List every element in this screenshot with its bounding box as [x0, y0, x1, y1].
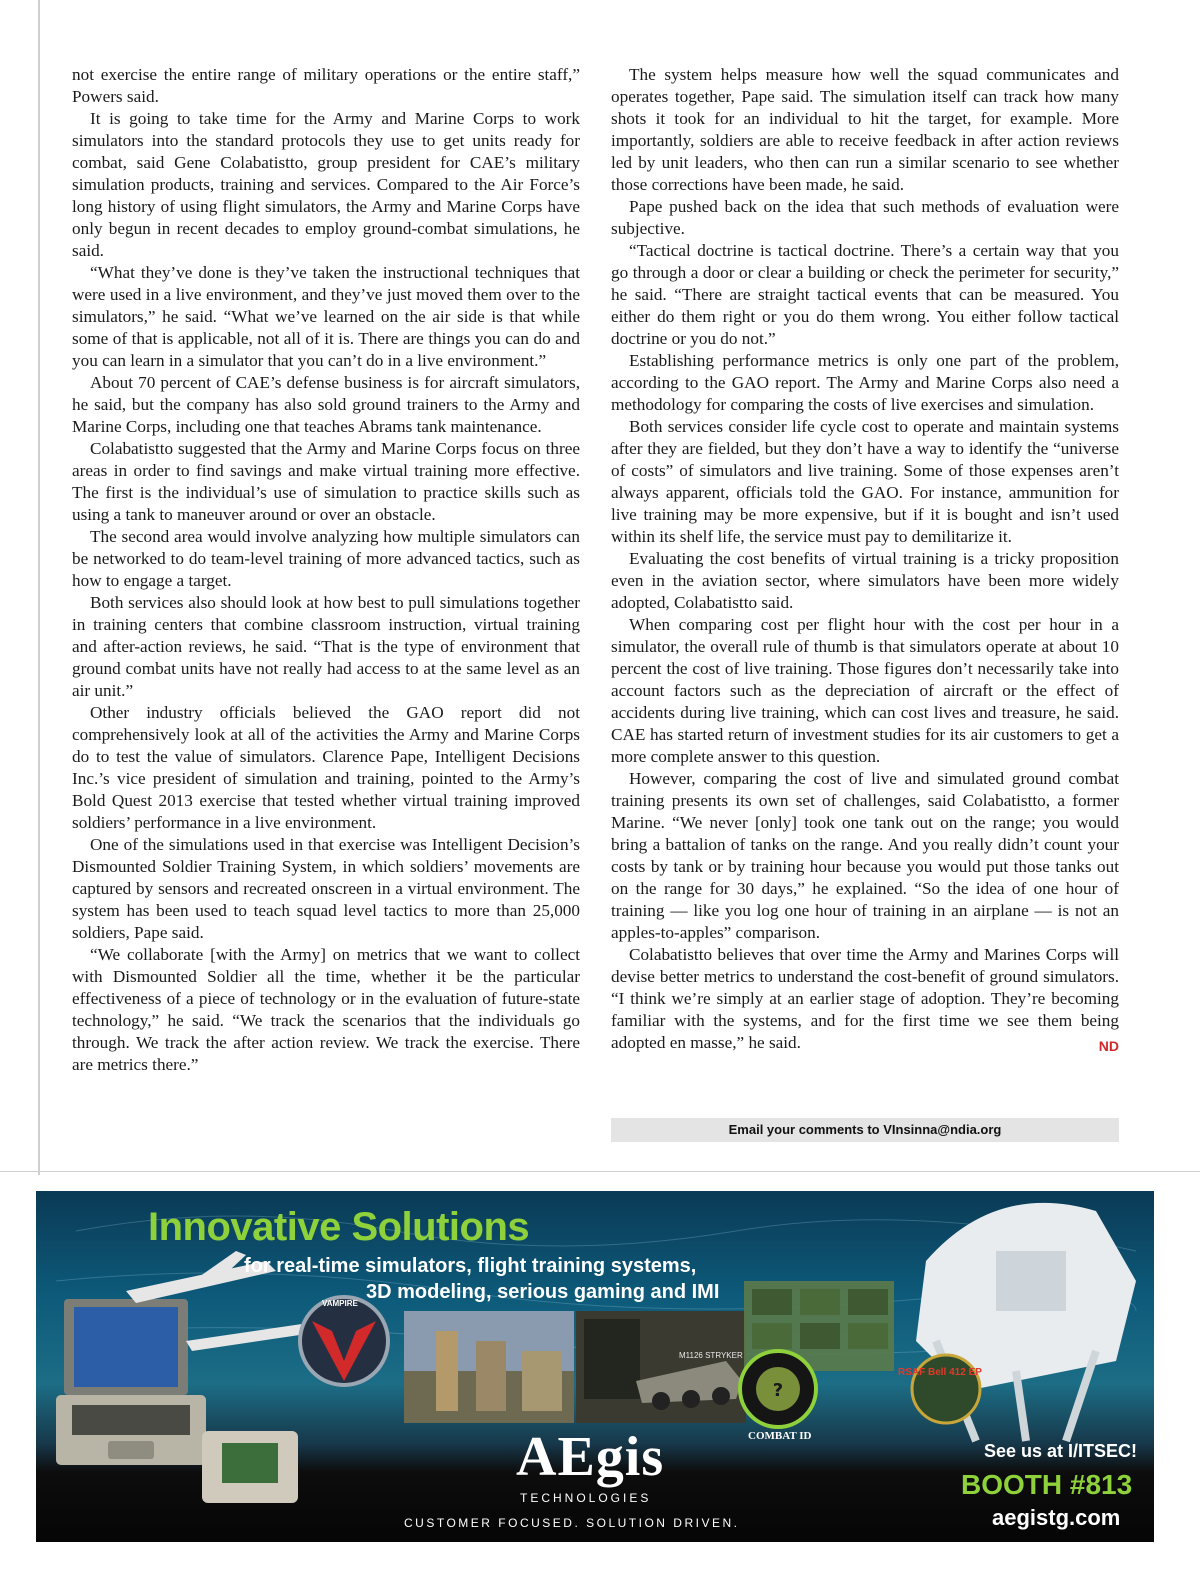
combat-id-badge: [740, 1351, 816, 1427]
paragraph-text: not exercise the entire range of military operations or the entire staff,” Powers said.: [72, 65, 580, 106]
email-comments-bar: [611, 1118, 1119, 1142]
article-column-right: [611, 64, 1119, 1057]
paragraph-text: Other industry officials believed the GAO report did not comprehensively look at all of the activities the Army and Marine Corps do to test the value of simulators. Clarence Pape, Intelligent Decisions Inc.’s vice president of simulation and training, pointed to the Army’s Bold Quest 2013 exercise that tested whether virtual training improved soldiers’ performance in a live environment.: [72, 703, 580, 832]
aegis-logo-subtitle: TECHNOLOGIES: [520, 1491, 652, 1505]
end-of-article-mark: ND: [1098, 1038, 1119, 1054]
paragraph-text: Establishing performance metrics is only one part of the problem, according to the GAO report. The Army and Marine Corps also need a methodology for comparing the costs of live exercises and simulation.: [611, 351, 1119, 414]
vampire-badge: [300, 1297, 388, 1385]
paragraph-text: The second area would involve analyzing how multiple simulators can be networked to do team-level training of more advanced tactics, such as how to engage a target.: [72, 527, 580, 590]
ad-subtitle-line1: for real-time simulators, flight training systems,: [244, 1255, 697, 1277]
article-paragraph: [611, 548, 1119, 614]
article-paragraph: [72, 372, 580, 438]
paragraph-text: Colabatistto believes that over time the Army and Marines Corps will devise better metrics to understand the cost-benefit of ground simulators. “I think we’re simply at an earlier stage of adoption. They’re becoming familiar with the systems, and for the first time we see them being adopted en masse,” he said.: [611, 945, 1119, 1052]
article-paragraph: [611, 614, 1119, 768]
paragraph-text: Pape pushed back on the idea that such methods of evaluation were subjective.: [611, 197, 1119, 238]
page-margin-line: [38, 0, 40, 1175]
article-paragraph: [72, 834, 580, 944]
article-paragraph: [611, 944, 1119, 1054]
stryker-label: M1126 STRYKER: [679, 1351, 743, 1360]
article-paragraph: [611, 64, 1119, 196]
article-paragraph: [72, 526, 580, 592]
email-link[interactable]: VInsinna@ndia.org: [883, 1122, 1002, 1137]
city-image: [404, 1311, 574, 1423]
paragraph-text: Colabatistto suggested that the Army and Marine Corps focus on three areas in order to find savings and make virtual training more effective. The first is the individual’s use of simulation to practice skills such as using a tank to maneuver around or over an obstacle.: [72, 439, 580, 524]
article-paragraph: [72, 592, 580, 702]
aegis-logo: AEgis: [516, 1426, 665, 1488]
article-paragraph: [72, 262, 580, 372]
paragraph-text: Both services also should look at how best to pull simulations together in training centers that combine classroom instruction, virtual training and after-action reviews, he said. “That is the type of environment that ground combat units have not really had access to at the same level as an air unit.”: [72, 593, 580, 700]
article-paragraph: [611, 196, 1119, 240]
article-paragraph: [611, 350, 1119, 416]
paragraph-text: About 70 percent of CAE’s defense business is for aircraft simulators, he said, but the company has also sold ground trainers to the Army and Marine Corps, including one that teaches Abrams tank maintenance.: [72, 373, 580, 436]
ad-website-link[interactable]: aegistg.com: [992, 1505, 1121, 1530]
paragraph-text: Both services consider life cycle cost to operate and maintain systems after they are fielded, but they don’t have a way to identify the “universe of costs” of simulators and live training. Some of those expenses aren’t always apparent, officials told the GAO. For instance, ammunition for live training may be more expensive, but if it is bought and isn’t used within its shelf life, the service must pay to demilitarize it.: [611, 417, 1119, 546]
article-paragraph: [72, 108, 580, 262]
section-divider: [0, 1171, 1200, 1172]
paragraph-text: One of the simulations used in that exercise was Intelligent Decision’s Dismounted Soldier Training System, in which soldiers’ movements are captured by sensors and recreated onscreen in a virtual environment. The system has been used to teach squad level tactics to more than 25,000 soldiers, Pape said.: [72, 835, 580, 942]
vampire-label: VAMPIRE: [322, 1299, 358, 1308]
article-paragraph: [72, 438, 580, 526]
ad-booth-number: BOOTH #813: [961, 1469, 1133, 1500]
email-prefix: Email your comments to: [728, 1122, 884, 1137]
combat-id-label: COMBAT ID: [748, 1430, 812, 1442]
ad-subtitle-line2: 3D modeling, serious gaming and IMI: [366, 1281, 720, 1303]
paragraph-text: It is going to take time for the Army and Marine Corps to work simulators into the standard protocols they use to get units ready for combat, said Gene Colabatistto, group president for CAE’s military simulation products, training and services. Compared to the Air Force’s long history of using flight simulators, the Army and Marine Corps have only begun in recent decades to employ ground-combat simulations, he said.: [72, 109, 580, 260]
article-paragraph: [72, 944, 580, 1076]
rsaf-badge: [912, 1355, 980, 1423]
ad-event-line: See us at I/ITSEC!: [984, 1441, 1138, 1461]
paragraph-text: When comparing cost per flight hour with the cost per hour in a simulator, the overall rule of thumb is that simulators operate at about 10 percent the cost of live training. Those figures don’t necessarily take into account factors such as the depreciation of aircraft or the effect of accidents during live training, which can cost lives and treasure, he said. CAE has started return of investment studies for its air customers to get a more complete answer to this question.: [611, 615, 1119, 766]
paragraph-text: “We collaborate [with the Army] on metrics that we want to collect with Dismounted Soldier all the time, whether it be the particular effectiveness of a piece of technology or in the evaluation of future-state technology,” he said. “We track the scenarios that the individuals go through. We track the after action review. We track the exercise. There are metrics there.”: [72, 945, 580, 1074]
paragraph-text: “Tactical doctrine is tactical doctrine. There’s a certain way that you go through a door or clear a building or check the perimeter for security,” he said. “There are straight tactical events that can be measured. You either do them right or you do them wrong. You either follow tactical doctrine or you do not.”: [611, 241, 1119, 348]
paragraph-text: “What they’ve done is they’ve taken the instructional techniques that were used in a live environment, and they’ve just moved them over to the simulators,” he said. “What we’ve learned on the air side is that while some of that is applicable, not all of it is. There are things you can do and you can learn in a simulator that you can’t do in a live environment.”: [72, 263, 580, 370]
ad-tagline: CUSTOMER FOCUSED. SOLUTION DRIVEN.: [404, 1516, 740, 1530]
ad-headline: Innovative Solutions: [148, 1205, 530, 1249]
svg-text:?: ?: [772, 1380, 784, 1401]
paragraph-text: However, comparing the cost of live and simulated ground combat training presents its own set of challenges, said Colabatistto, a former Marine. “We never [only] took one tank out on the range; you would bring a battalion of tanks on the range. And you really didn’t count your costs by tank or by training hour because you would put those tanks out on the range for 30 days,” he explained. “So the idea of one hour of training — like you log one hour of training in an airplane — is not an apples-to-apples” comparison.: [611, 769, 1119, 942]
laptop-image: [56, 1299, 206, 1465]
advertisement-aegis[interactable]: [36, 1191, 1154, 1542]
article-paragraph: [72, 702, 580, 834]
article-column-left: [72, 64, 580, 1076]
article-paragraph: [611, 416, 1119, 548]
paragraph-text: The system helps measure how well the squad communicates and operates together, Pape said. The simulation itself can track how many shots it took for an individual to hit the target, for example. More importantly, soldiers are able to receive feedback in after action reviews led by unit leaders, who then can run a similar scenario to see whether those corrections have been made, he said.: [611, 65, 1119, 194]
article-paragraph: [611, 240, 1119, 350]
rsaf-label: RSAF Bell 412 EP: [898, 1367, 982, 1378]
vehicle-sim-image: [576, 1311, 746, 1423]
article-paragraph: [72, 64, 580, 108]
paragraph-text: Evaluating the cost benefits of virtual training is a tricky proposition even in the aviation sector, where simulators have been more widely adopted, Colabatistto said.: [611, 549, 1119, 612]
article-paragraph: [611, 768, 1119, 944]
